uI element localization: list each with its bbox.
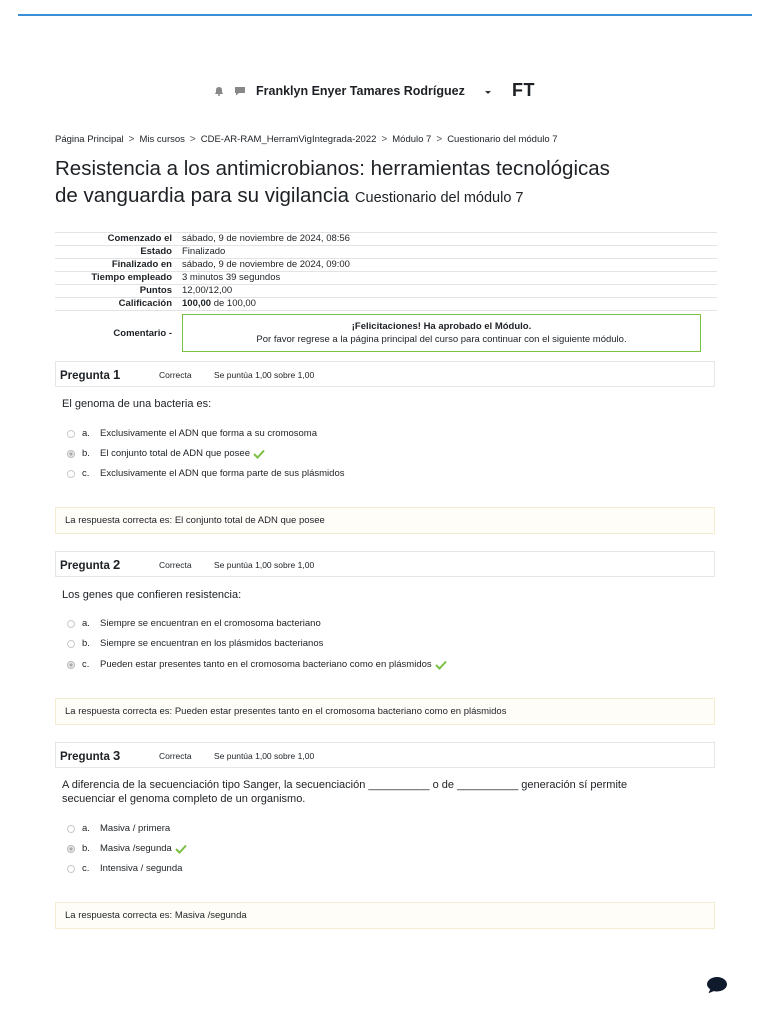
summary-label: Calificación: [55, 298, 179, 311]
chevron-right-icon: >: [189, 134, 196, 145]
answer-text: Exclusivamente el ADN que forma parte de sus plásmidos: [100, 468, 345, 479]
question-header: [55, 551, 715, 577]
answer-option[interactable]: [67, 843, 187, 854]
checkmark-icon: [435, 660, 447, 670]
caret-down-icon[interactable]: [485, 91, 491, 94]
grade-value: 100,00: [182, 298, 212, 309]
answer-letter: a.: [82, 823, 90, 834]
breadcrumb-home[interactable]: Página Principal: [55, 134, 124, 145]
answer-option[interactable]: [67, 659, 447, 670]
title-line-1: Resistencia a los antimicrobianos: herramientas tecnológicas: [55, 157, 610, 180]
summary-value: sábado, 9 de noviembre de 2024, 09:00: [179, 259, 717, 272]
checkmark-icon: [253, 449, 265, 459]
correct-answer-feedback: La respuesta correcta es: Masiva /segunda: [55, 902, 715, 929]
correct-answer-feedback: La respuesta correcta es: Pueden estar presentes tanto en el cromosoma bacteriano como en plásmidos: [55, 698, 715, 725]
summary-value: [179, 298, 717, 311]
answer-letter: b.: [82, 638, 90, 649]
title-line-2: de vanguardia para su vigilancia: [55, 184, 350, 207]
radio-button[interactable]: [67, 845, 75, 853]
answer-letter: b.: [82, 843, 90, 854]
summary-label: Finalizado en: [55, 259, 179, 272]
breadcrumb: [55, 134, 558, 145]
chevron-right-icon: >: [128, 134, 135, 145]
summary-label: Estado: [55, 246, 179, 259]
answer-option[interactable]: [67, 448, 265, 459]
chat-icon[interactable]: [234, 86, 246, 96]
summary-value: 12,00/12,00: [179, 285, 717, 298]
breadcrumb-quiz[interactable]: Cuestionario del módulo 7: [447, 134, 558, 145]
answer-letter: a.: [82, 428, 90, 439]
summary-label: Tiempo empleado: [55, 272, 179, 285]
page-subtitle: Cuestionario del módulo 7: [355, 190, 524, 206]
question-grade: Se puntúa 1,00 sobre 1,00: [214, 560, 315, 570]
answer-text: Siempre se encuentran en el cromosoma bacteriano: [100, 618, 321, 629]
radio-button[interactable]: [67, 865, 75, 873]
breadcrumb-module[interactable]: Módulo 7: [392, 134, 432, 145]
user-avatar-initials[interactable]: FT: [512, 80, 535, 100]
radio-button[interactable]: [67, 825, 75, 833]
summary-value: sábado, 9 de noviembre de 2024, 08:56: [179, 233, 717, 246]
radio-button[interactable]: [67, 661, 75, 669]
answer-letter: c.: [82, 468, 90, 479]
answer-text: Siempre se encuentran en los plásmidos bacterianos: [100, 638, 324, 649]
breadcrumb-course[interactable]: CDE-AR-RAM_HerramVigIntegrada-2022: [200, 134, 377, 145]
question-text: [62, 778, 702, 806]
user-menu-bar: [0, 82, 768, 102]
summary-label: Puntos: [55, 285, 179, 298]
page-title: [55, 155, 735, 212]
feedback-box: [182, 314, 701, 352]
breadcrumb-my-courses[interactable]: Mis cursos: [139, 134, 185, 145]
answer-option[interactable]: [67, 468, 344, 479]
question-number: 2: [113, 557, 121, 572]
radio-button[interactable]: [67, 430, 75, 438]
top-accent-rule: [18, 14, 752, 16]
question-state: Correcta: [159, 560, 192, 570]
grade-suffix: de 100,00: [211, 298, 256, 309]
radio-button[interactable]: [67, 470, 75, 478]
answer-option[interactable]: [67, 618, 321, 629]
question-grade: Se puntúa 1,00 sobre 1,00: [214, 370, 315, 380]
summary-label: Comentario -: [55, 311, 179, 357]
summary-label: Comenzado el: [55, 233, 179, 246]
summary-value: Finalizado: [179, 246, 717, 259]
answer-option[interactable]: [67, 823, 170, 834]
answer-text: Pueden estar presentes tanto en el cromosoma bacteriano como en plásmidos: [100, 659, 432, 670]
answer-option[interactable]: [67, 863, 182, 874]
question-label: Pregunta: [60, 560, 110, 572]
feedback-title: ¡Felicitaciones! Ha aprobado el Módulo.: [351, 321, 532, 333]
answer-text: Masiva / primera: [100, 823, 171, 834]
answer-text: Intensiva / segunda: [100, 863, 183, 874]
question-text: Los genes que confieren resistencia:: [62, 589, 242, 601]
question-text-line-2: secuenciar el genoma completo de un organismo.: [62, 793, 306, 805]
question-header: [55, 742, 715, 768]
question-state: Correcta: [159, 370, 192, 380]
bell-icon[interactable]: [214, 86, 224, 96]
question-text-line-1: A diferencia de la secuenciación tipo Sanger, la secuenciación __________ o de __________ generación sí permite: [62, 779, 628, 791]
answer-option[interactable]: [67, 638, 323, 649]
answer-letter: b.: [82, 448, 90, 459]
chevron-right-icon: >: [381, 134, 388, 145]
summary-value: 3 minutos 39 segundos: [179, 272, 717, 285]
answer-letter: c.: [82, 863, 90, 874]
radio-button[interactable]: [67, 450, 75, 458]
radio-button[interactable]: [67, 640, 75, 648]
question-label: Pregunta: [60, 370, 110, 382]
answer-text: El conjunto total de ADN que posee: [100, 448, 250, 459]
answer-text: Exclusivamente el ADN que forma a su cromosoma: [100, 428, 318, 439]
radio-button[interactable]: [67, 620, 75, 628]
question-number: 3: [113, 748, 121, 763]
chevron-right-icon: >: [436, 134, 443, 145]
correct-answer-feedback: La respuesta correcta es: El conjunto total de ADN que posee: [55, 507, 715, 534]
checkmark-icon: [175, 844, 187, 854]
attempt-summary-table: [55, 232, 717, 357]
answer-option[interactable]: [67, 428, 317, 439]
chat-bubble-icon[interactable]: [706, 976, 728, 994]
feedback-body: Por favor regrese a la página principal del curso para continuar con el siguiente módulo.: [256, 334, 627, 346]
answer-text: Masiva /segunda: [100, 843, 172, 854]
question-header: [55, 361, 715, 387]
answer-letter: c.: [82, 659, 90, 670]
question-label: Pregunta: [60, 751, 110, 763]
question-number: 1: [113, 367, 121, 382]
question-state: Correcta: [159, 751, 192, 761]
user-name[interactable]: Franklyn Enyer Tamares Rodríguez: [256, 84, 465, 98]
answer-letter: a.: [82, 618, 90, 629]
question-grade: Se puntúa 1,00 sobre 1,00: [214, 751, 315, 761]
question-text: El genoma de una bacteria es:: [62, 398, 212, 410]
